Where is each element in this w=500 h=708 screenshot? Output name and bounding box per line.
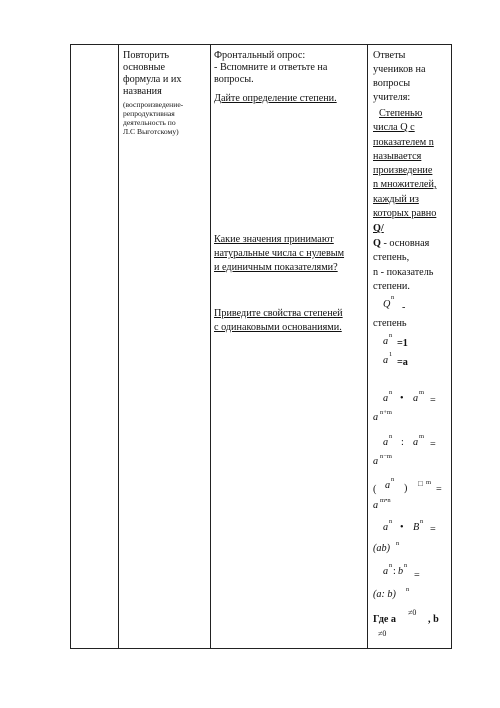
table-col-border-5 [451, 44, 452, 649]
f7-n: n [389, 562, 393, 569]
base-line [373, 238, 429, 250]
f4-op: : [401, 437, 404, 448]
f4b-a: a [373, 456, 379, 467]
col2-line: основные [123, 62, 166, 73]
f2-base: a [383, 355, 389, 366]
f4-m: m [419, 433, 425, 440]
f3b-a: a [373, 412, 379, 423]
definition-line: числа Q с [373, 122, 415, 133]
col4-header-line: учеников на [373, 64, 426, 75]
f3-m: m [419, 389, 425, 396]
step-word: степень [373, 318, 407, 329]
dash: - [402, 302, 406, 313]
table-col-border-1 [70, 44, 71, 649]
f7b-text: (a: b) [373, 589, 396, 600]
f2-exp: 1 [389, 351, 393, 358]
f7-b: b [398, 566, 404, 577]
f6-a: a [383, 522, 389, 533]
col2-line: формула и их [123, 74, 182, 85]
qn-base: Q [383, 299, 391, 310]
f5-close: ) [404, 483, 408, 494]
definition-line: Степенью [379, 108, 423, 119]
table-bottom-border [70, 648, 452, 649]
question-3-line: с одинаковыми основаниями. [214, 322, 342, 333]
table-top-border [70, 44, 452, 45]
definition-line: называется [373, 151, 422, 162]
col2-note-line: (воспроизведение- [123, 100, 184, 109]
where-b-neq: ≠0 [378, 629, 387, 638]
where-text: Где a [373, 614, 397, 625]
f4b-exp: n−m [380, 453, 392, 460]
exponent-word: степени. [373, 281, 410, 292]
question-2-line: и единичным показателями? [214, 262, 338, 273]
f4-a: a [383, 437, 389, 448]
f3-b: a [413, 393, 419, 404]
f6b-exp: n [396, 540, 400, 547]
col3-intro-line: Фронтальный опрос: [214, 50, 306, 61]
where-neq: ≠0 [408, 608, 417, 617]
col3-intro-line: вопросы. [214, 74, 254, 85]
exponent-line: n - показатель [373, 267, 434, 278]
f5-eq: = [436, 484, 442, 495]
f6-eq: = [430, 524, 436, 535]
col3-intro-line: - Вспомните и ответьте на [214, 62, 328, 73]
f5-m: m [426, 479, 432, 486]
col2-note-line: Л.С Выготскому) [123, 127, 179, 136]
f3-n: n [389, 389, 393, 396]
f7-m: n [404, 562, 408, 569]
f6-n: n [389, 518, 393, 525]
definition-line: каждый из [373, 194, 419, 205]
table-col-border-3 [210, 44, 211, 649]
f7-op: : [393, 566, 396, 577]
f1-base: a [383, 336, 389, 347]
base-text: - основная [380, 238, 430, 249]
col2-note-line: репродуктивная [123, 109, 175, 118]
q-symbol: Q [373, 238, 381, 249]
f7-a: a [383, 566, 389, 577]
f6b-text: (ab) [373, 543, 390, 554]
base-word: степень, [373, 252, 410, 263]
f5-n: n [391, 476, 395, 483]
f1-exp: n [389, 332, 393, 339]
f6-op: • [400, 522, 404, 533]
col2-line: Повторить [123, 50, 170, 61]
f6-m: n [420, 518, 424, 525]
f4-eq: = [430, 439, 436, 450]
definition-line: n множителей, [373, 179, 437, 190]
col4-header-line: Ответы [373, 50, 406, 61]
col4-header-line: учителя: [373, 92, 411, 103]
col2-line: названия [123, 86, 162, 97]
f5-open: ( [373, 484, 377, 495]
col2-note-line: деятельность по [123, 118, 176, 127]
where-tail: , b [428, 614, 439, 625]
f4-n: n [389, 433, 393, 440]
f3-op: • [400, 393, 404, 404]
question-2-line: натуральные числа с нулевым [214, 248, 345, 259]
f5-a: a [385, 480, 391, 491]
f1-rest: =1 [397, 338, 408, 349]
definition-line: Q/ [373, 223, 384, 234]
definition-line: которых равно [373, 208, 437, 219]
question-1: Дайте определение степени. [214, 93, 337, 104]
f4-b: a [413, 437, 419, 448]
f3b-exp: n+m [380, 409, 392, 416]
f3-a: a [383, 393, 389, 404]
table-col-border-2 [118, 44, 119, 649]
f5-box: □ [418, 479, 423, 488]
col4-header-line: вопросы [373, 78, 411, 89]
f7-eq: = [414, 570, 420, 581]
question-3-line: Приведите свойства степеней [214, 308, 343, 319]
f6-b: B [413, 522, 420, 533]
definition-line: произведение [373, 165, 433, 176]
f5b-exp: m•n [380, 497, 391, 504]
f3-eq: = [430, 395, 436, 406]
f5b-a: a [373, 500, 379, 511]
f7b-exp: n [406, 586, 410, 593]
table-col-border-4 [367, 44, 368, 649]
f2-rest: =a [397, 357, 408, 368]
definition-line: показателем n [373, 137, 434, 148]
question-2-line: Какие значения принимают [214, 234, 334, 245]
qn-exp: n [391, 294, 395, 301]
